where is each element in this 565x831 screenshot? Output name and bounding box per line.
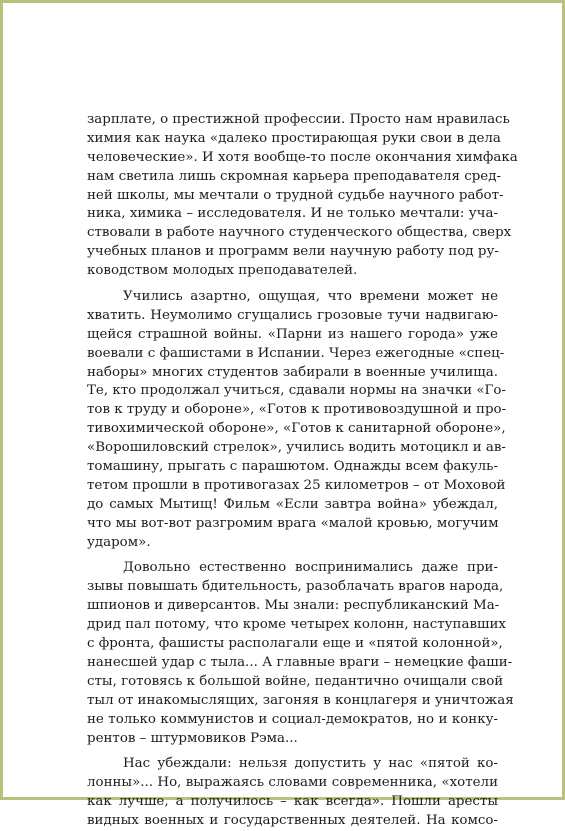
paragraph-1 bbox=[87, 111, 518, 281]
text-line: ней школы, мы мечтали о трудной судьбе научного работ- bbox=[87, 187, 504, 203]
text-line: ководством молодых преподавателей. bbox=[87, 263, 358, 279]
text-line: ударом». bbox=[87, 534, 151, 550]
text-line: не только коммунистов и социал-демократов, но и конку- bbox=[87, 711, 498, 727]
text-line: наборы» многих студентов забирали в военные училища. bbox=[87, 364, 498, 380]
text-line: нанесшей удар с тыла... А главные враги – немецкие фаши- bbox=[87, 654, 513, 670]
text-line: химия как наука «далеко простирающая руки свои в дела bbox=[87, 130, 501, 146]
text-line: ствовали в работе научного студенческого общества, сверх bbox=[87, 225, 512, 241]
paragraph-4 bbox=[87, 755, 498, 831]
text-line: лонны»... Но, выражаясь словами современника, «хотели bbox=[87, 775, 498, 791]
text-line: Те, кто продолжал учиться, сдавали нормы на значки «Го- bbox=[87, 383, 506, 399]
text-line: хватить. Неумолимо сгущались грозовые тучи надвигаю- bbox=[87, 307, 498, 323]
text-line: дрид пал потому, что кроме четырех колонн, наступавших bbox=[87, 617, 506, 633]
text-line: с фронта, фашисты располагали еще и «пятой колонной», bbox=[87, 636, 503, 652]
text-line: воевали с фашистами в Испании. Через ежегодные «спец- bbox=[87, 345, 505, 361]
text-line: нам светила лишь скромная карьера преподавателя сред- bbox=[87, 168, 501, 184]
text-line: томашину, прыгать с парашютом. Однажды всем факуль- bbox=[87, 459, 498, 475]
text-line: тыл от инакомыслящих, загоняя в концлагеря и уничтожая bbox=[87, 692, 514, 708]
text-line: рентов – штурмовиков Рэма... bbox=[87, 730, 298, 746]
text-line: зывы повышать бдительность, разоблачать врагов народа, bbox=[87, 579, 504, 595]
text-line: видных военных и государственных деятелей. На комсо- bbox=[87, 813, 498, 829]
text-line: учебных планов и программ вели научную работу под ру- bbox=[87, 244, 499, 260]
text-line: до самых Мытищ! Фильм «Если завтра война» убеждал, bbox=[87, 496, 498, 512]
text-line: щейся страшной войны. «Парни из нашего города» уже bbox=[87, 326, 498, 342]
document-page bbox=[87, 111, 518, 831]
text-line: Нас убеждали: нельзя допустить у нас «пятой ко- bbox=[123, 756, 498, 772]
text-line: зарплате, о престижной профессии. Просто нам нравилась bbox=[87, 112, 510, 127]
text-line: ника, химика – исследователя. И не только мечтали: уча- bbox=[87, 206, 498, 222]
paragraph-3 bbox=[87, 559, 514, 748]
text-line: тетом прошли в противогазах 25 километров – от Моховой bbox=[87, 477, 506, 493]
text-line: человеческие». И хотя вообще-то после окончания химфака bbox=[87, 149, 518, 165]
text-line: что мы вот-вот разгромим врага «малой кровью, могучим bbox=[87, 515, 499, 531]
text-line: Довольно естественно воспринимались даже при- bbox=[123, 560, 498, 576]
text-line: шпионов и диверсантов. Мы знали: республиканский Ма- bbox=[87, 598, 500, 614]
text-line: сты, готовясь к большой войне, педантично очищали свой bbox=[87, 673, 504, 689]
paragraph-2 bbox=[87, 288, 507, 552]
text-line: «Ворошиловский стрелок», учились водить мотоцикл и ав- bbox=[87, 440, 506, 456]
text-line: как лучше, а получилось – как всегда». Пошли аресты bbox=[87, 794, 498, 810]
text-line: Учились азартно, ощущая, что времени может не bbox=[123, 289, 498, 305]
text-line: тивохимической обороне», «Готов к санитарной обороне», bbox=[87, 421, 506, 437]
text-line: тов к труду и обороне», «Готов к противовоздушной и про- bbox=[87, 402, 507, 418]
